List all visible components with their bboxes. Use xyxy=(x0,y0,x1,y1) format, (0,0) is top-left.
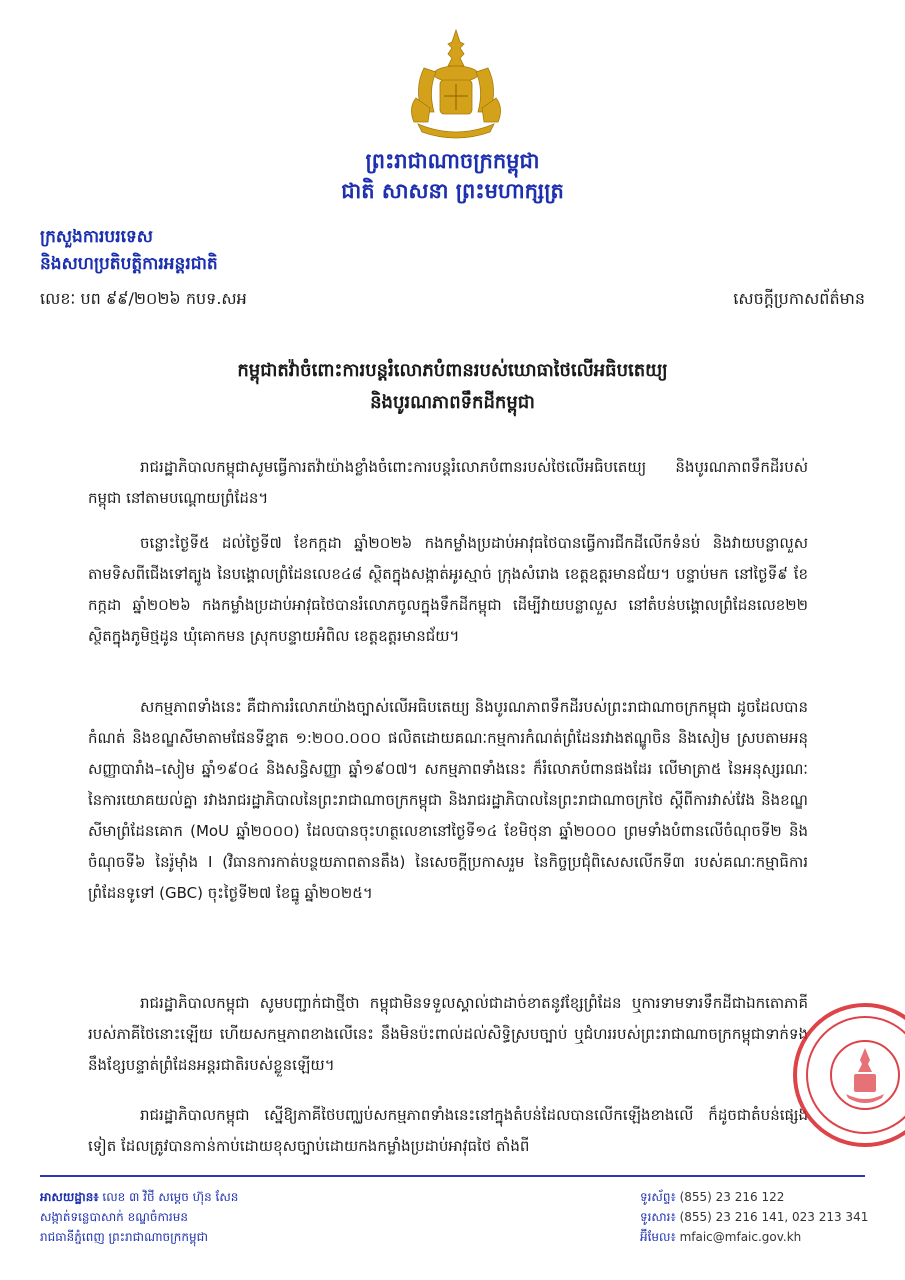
address-label: អាសយដ្ឋាន៖ xyxy=(40,1190,99,1204)
body-paragraph xyxy=(88,988,808,1081)
email-address[interactable]: mfaic@mfaic.gov.kh xyxy=(679,1230,802,1244)
paragraph-text: រាជរដ្ឋាភិបាលកម្ពុជាសូមធ្វើការតវ៉ាយ៉ាងខ្លាំងចំពោះការបន្តរំលោភបំពានរបស់ថៃលើអធិបតេយ្យ និងបូរណភាពទឹកដីរបស់កម្ពុជា នៅតាមបណ្តោយព្រំដែន។ xyxy=(88,458,808,507)
footer-address xyxy=(40,1187,238,1247)
fax-label: ទូរសារ៖ xyxy=(640,1210,676,1224)
paragraph-text: រាជរដ្ឋាភិបាលកម្ពុជា ស្នើឱ្យភាគីថៃបញ្ឈប់សកម្មភាពទាំងនេះនៅក្នុងតំបន់ដែលបានលើកឡើងខាងលើ ក៏ដូចជាតំបន់ផ្សេងទៀត ដែលត្រូវបានកាន់កាប់ដោយខុសច្បាប់ដោយកងកម្លាំងប្រដាប់អាវុធថៃ តាំងពី xyxy=(88,1106,808,1155)
kingdom-name: ព្រះរាជាណាចក្រកម្ពុជា xyxy=(365,149,540,173)
national-motto: ជាតិ សាសនា ព្រះមហាក្សត្រ xyxy=(341,179,564,203)
address-line: សង្កាត់ទន្លេបាសាក់ ខណ្ឌចំការមន xyxy=(40,1210,188,1224)
footer-contacts xyxy=(640,1187,868,1247)
address-line: លេខ ៣ វិថី សម្តេច ហ៊ុន សែន xyxy=(102,1190,239,1204)
ministry-seal-stamp xyxy=(790,1000,905,1150)
body-paragraph xyxy=(88,692,808,909)
ministry-name-line1: ក្រសួងការបរទេស xyxy=(40,227,153,247)
royal-coat-of-arms-emblem xyxy=(404,28,508,140)
document-type: សេចក្តីប្រកាសព័ត៌មាន xyxy=(733,289,865,308)
address-line: រាជធានីភ្នំពេញ ព្រះរាជាណាចក្រកម្ពុជា xyxy=(40,1230,208,1244)
reference-number: លេខៈ បព ៩៩/២០២៦ កបទ.សអ xyxy=(40,289,247,308)
paragraph-text: ចន្លោះថ្ងៃទី៥ ដល់ថ្ងៃទី៧ ខែកក្កដា ឆ្នាំ២០២៦ កងកម្លាំងប្រដាប់អាវុធថៃបានធ្វើការជីកដីលើកទំនប់ និងវាយបន្លាលួស តាមទិសពីជើងទៅត្បូង នៃបង្គោលព្រំដែនលេខ៤៨ ស្ថិតក្នុងសង្កាត់អូរស្មាច់ ក្រុងសំរោង ខេត្តឧត្តរមានជ័យ។ បន្ទាប់មក នៅថ្ងៃទី៩ ខែកក្កដា ឆ្នាំ២០២៦ កងកម្លាំងប្រដាប់អាវុធថៃបានរំលោភចូលក្នុងទឹកដីកម្ពុជា ដើម្បីវាយបន្លាលួស នៅតំបន់បង្គោលព្រំដែនលេខ២២ ស្ថិតក្នុងភូមិថ្មដូន ឃុំគោកមន ស្រុកបន្ទាយអំពិល ខេត្តឧត្តរមានជ័យ។ xyxy=(88,534,808,645)
body-paragraph xyxy=(88,528,808,652)
paragraph-text: សកម្មភាពទាំងនេះ គឺជាការរំលោភយ៉ាងច្បាស់លើអធិបតេយ្យ និងបូរណភាពទឹកដីរបស់ព្រះរាជាណាចក្រកម្ពុជា ដូចដែលបានកំណត់ និងខណ្ឌសីមាតាមផែនទីខ្នាត ១:២០០.០០០ ផលិតដោយគណៈកម្មការកំណត់ព្រំដែនរវាងឥណ្ឌូចិន និងសៀម ស្របតាមអនុសញ្ញាបារាំង–សៀម ឆ្នាំ១៩០៤ និងសន្ធិសញ្ញា ឆ្នាំ១៩០៧។ សកម្មភាពទាំងនេះ ក៏រំលោភបំពានផងដែរ លើមាត្រា៥ នៃអនុស្សរណៈនៃការយោគយល់គ្នា រវាងរាជរដ្ឋាភិបាលនៃព្រះរាជាណាចក្រកម្ពុជា និងរាជរដ្ឋាភិបាលនៃព្រះរាជាណាចក្រថៃ ស្តីពីការវាស់វែង និងខណ្ឌសីមាព្រំដែនគោក (MoU ឆ្នាំ២០០០) ដែលបានចុះហត្ថលេខានៅថ្ងៃទី១៤ ខែមិថុនា ឆ្នាំ២០០០ ព្រមទាំងបំពានលើចំណុចទី២ និងចំណុចទី៦ នៃរ៉ូម៉ាំង I (វិធានការកាត់បន្ថយភាពតានតឹង) នៃសេចក្តីប្រកាសរួម នៃកិច្ចប្រជុំពិសេសលើកទី៣ របស់គណៈកម្មាធិការព្រំដែនទូទៅ (GBC) ចុះថ្ងៃទី២៧ ខែធ្នូ ឆ្នាំ២០២៥។ xyxy=(88,698,808,902)
press-release-title-line2: និងបូរណភាពទឹកដីកម្ពុជា xyxy=(370,392,535,413)
ministry-name-line2: និងសហប្រតិបត្តិការអន្តរជាតិ xyxy=(40,254,218,274)
body-paragraph xyxy=(88,452,808,514)
paragraph-text: រាជរដ្ឋាភិបាលកម្ពុជា សូមបញ្ជាក់ជាថ្មីថា កម្ពុជាមិនទទួលស្គាល់ជាដាច់ខាតនូវខ្សែព្រំដែន ឬការទាមទារទឹកដីជាឯកតោភាគីរបស់ភាគីថៃនោះឡើយ ហើយសកម្មភាពខាងលើនេះ នឹងមិនប៉ះពាល់ដល់សិទ្ធិស្របច្បាប់ ឬជំហររបស់ព្រះរាជាណាចក្រកម្ពុជាទាក់ទងនឹងខ្សែបន្ទាត់ព្រំដែនអន្តរជាតិរបស់ខ្លួនឡើយ។ xyxy=(88,994,808,1074)
footer-divider xyxy=(40,1175,865,1177)
phone-label: ទូរស័ព្ទ៖ xyxy=(640,1190,676,1204)
press-release-title-line1: កម្ពុជាតវ៉ាចំពោះការបន្តរំលោភបំពានរបស់ឃោធាថៃលើអធិបតេយ្យ xyxy=(237,360,668,381)
fax-number: (855) 23 216 141, 023 213 341 xyxy=(679,1210,869,1224)
email-label: អ៊ីមែល៖ xyxy=(640,1230,676,1244)
phone-number: (855) 23 216 122 xyxy=(679,1190,785,1204)
body-paragraph xyxy=(88,1100,808,1162)
